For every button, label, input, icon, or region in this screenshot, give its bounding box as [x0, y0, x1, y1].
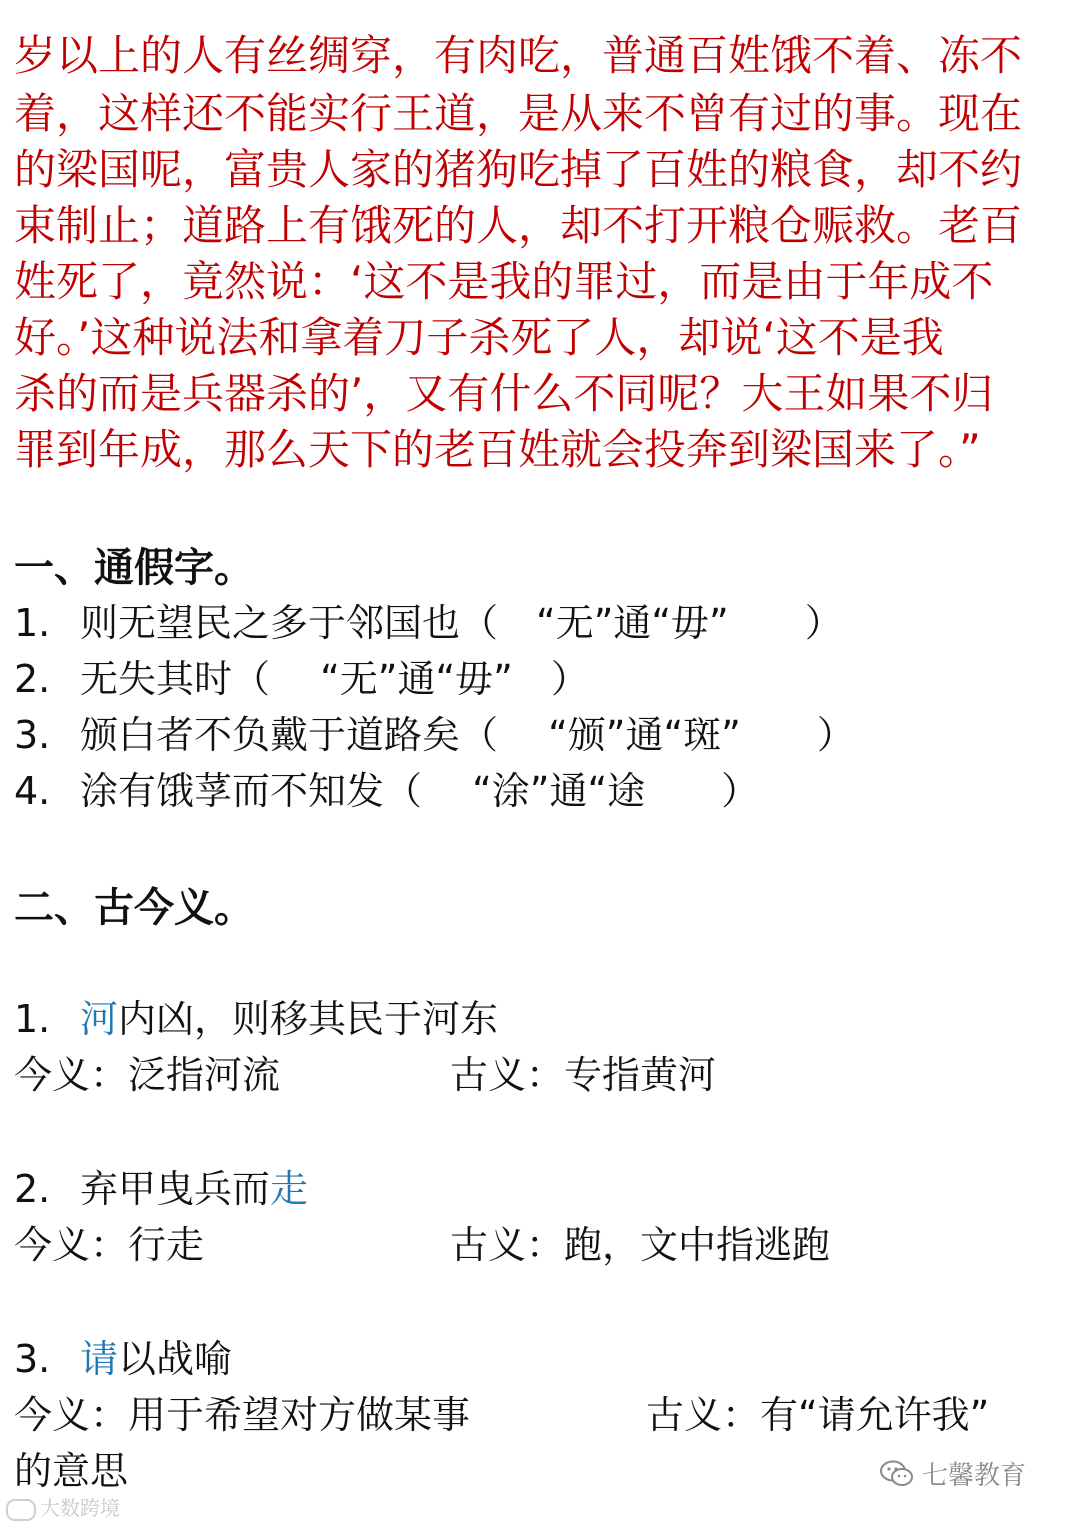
translation-line: 好。’这种说法和拿着刀子杀死了人，却说‘这不是我 — [14, 313, 944, 362]
modern-meaning: 今义：泛指河流 — [14, 1053, 281, 1097]
translation-line: 的梁国呢，富贵人家的猪狗吃掉了百姓的粮食，却不约 — [14, 145, 1023, 194]
ancient-meaning-continued: 的意思 — [14, 1449, 129, 1493]
item-number: 3. — [14, 713, 51, 757]
watermark-right-text: 七馨教育 — [922, 1461, 1027, 1491]
list-item — [14, 710, 855, 760]
translation-line: 着，这样还不能实行王道，是从来不曾有过的事。现在 — [14, 89, 1023, 138]
item-number: 1. — [14, 997, 51, 1041]
ancient-meaning: 古义：有“请允许我” — [646, 1393, 990, 1437]
translation-line: 束制止；道路上有饿死的人，却不打开粮仓赈救。老百 — [14, 201, 1023, 250]
translation-line: 杀的而是兵器杀的’，又有什么不同呢？大王如果不归 — [14, 369, 994, 418]
item-text: 颁白者不负戴于道路矣（ “颁”通“斑” ） — [80, 713, 855, 757]
ancient-meaning: 古义：专指黄河 — [450, 1053, 717, 1097]
item-text: 无失其时（ “无”通“毋” ） — [80, 657, 589, 701]
keyword: 走 — [270, 1167, 309, 1211]
sentence-after: 内凶，则移其民于河东 — [118, 997, 499, 1041]
item-number: 4. — [14, 769, 51, 813]
item-number: 3. — [14, 1337, 51, 1381]
watermark-right — [880, 1455, 1026, 1492]
modern-meaning: 今义：行走 — [14, 1223, 205, 1267]
item-number: 1. — [14, 601, 51, 645]
translation-line: 岁以上的人有丝绸穿，有肉吃，普通百姓饿不着、冻不 — [14, 31, 1023, 80]
translation-line: 姓死了，竟然说：‘这不是我的罪过，而是由于年成不 — [14, 257, 994, 306]
sentence-before: 弃甲曳兵而 — [80, 1167, 271, 1211]
item-number: 2. — [14, 1167, 51, 1211]
item-text: 则无望民之多于邻国也（ “无”通“毋” ） — [80, 601, 843, 645]
list-item — [14, 766, 759, 816]
modern-meaning: 今义：用于希望对方做某事 — [14, 1393, 471, 1437]
section-heading-tongjiazi: 一、通假字。 — [14, 545, 254, 591]
watermark-left-text: 大数跨境 — [40, 1496, 120, 1520]
list-item — [14, 598, 843, 648]
watermark-logo-icon — [6, 1499, 36, 1521]
item-text: 涂有饿莩而不知发（ “涂”通“途 ） — [80, 769, 760, 813]
section-heading-gujinyi: 二、古今义。 — [14, 885, 254, 931]
example-sentence — [14, 1164, 308, 1214]
translation-line: 罪到年成，那么天下的老百姓就会投奔到梁国来了。” — [14, 425, 981, 474]
item-number: 2. — [14, 657, 51, 701]
sentence-after: 以战喻 — [118, 1337, 233, 1381]
ancient-meaning: 古义：跑，文中指逃跑 — [450, 1223, 831, 1267]
example-sentence — [14, 1334, 232, 1384]
example-sentence — [14, 994, 498, 1044]
keyword: 河 — [80, 997, 119, 1041]
keyword: 请 — [80, 1337, 119, 1381]
wechat-icon — [880, 1460, 914, 1488]
watermark-left — [6, 1492, 120, 1521]
list-item — [14, 654, 589, 704]
